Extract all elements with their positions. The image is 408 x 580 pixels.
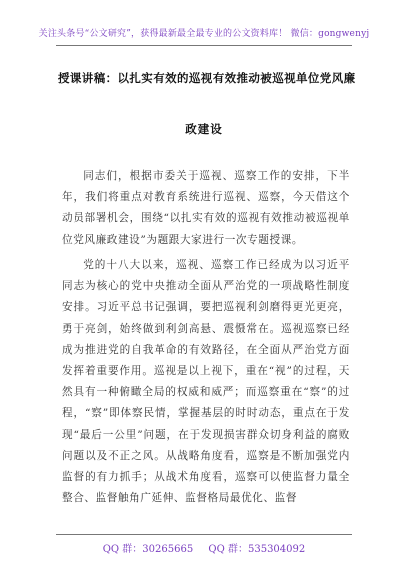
page-header-banner: 关注头条号“公文研究”，获得最新最全最专业的公文资料库！ 微信：gongwenyj [38, 29, 370, 39]
document-title-line-2: 政建设 [185, 122, 223, 136]
footer-qq-group-2: QQ 群：535304092 [208, 544, 306, 555]
body-paragraph-1-container [62, 166, 350, 251]
body-paragraph-2-container [62, 255, 350, 509]
header-divider [56, 45, 352, 46]
page-footer [0, 540, 408, 555]
body-paragraph-2: 党的十八大以来，巡视、巡察工作已经成为以习近平同志为核心的党中央推动全面从严治党的一项战略性制度安排。习近平总书记强调，要把巡视利剑磨得更光更亮，勇于亮剑，始终做到利剑高悬、震慑常在。巡视巡察已经成为推进党的自我革命的有效路径，在全面从严治党方面发挥着重要作用。巡视是以上视下，重在“视”的过程，天然具有一种俯瞰全局的权威和威严；而巡察重在“察”的过程，“察”即体察民情，掌握基层的时时动态，重点在于发现“最后一公里”问题，在于发现损害群众切身利益的腐败问题以及不正之风。从战略角度看，巡察是不断加强党内监督的有力抓手；从战术角度看，巡察可以使监督力量全整合、监督触角广延伸、监督格局最优化、监督 [62, 259, 350, 505]
footer-qq-group-1: QQ 群：30265665 [102, 544, 194, 555]
document-title-line-1: 授课讲稿：以扎实有效的巡视有效推动被巡视单位党风廉 [58, 71, 356, 85]
body-paragraph-1: 同志们，根据市委关于巡视、巡察工作的安排，下半年，我们将重点对教育系统进行巡视、巡察，今天借这个动员部署机会，围绕“以扎实有效的巡视有效推动被巡视单位党风廉政建设”为题跟大家进行一次专题授课。 [62, 170, 350, 246]
footer-divider [56, 534, 352, 535]
